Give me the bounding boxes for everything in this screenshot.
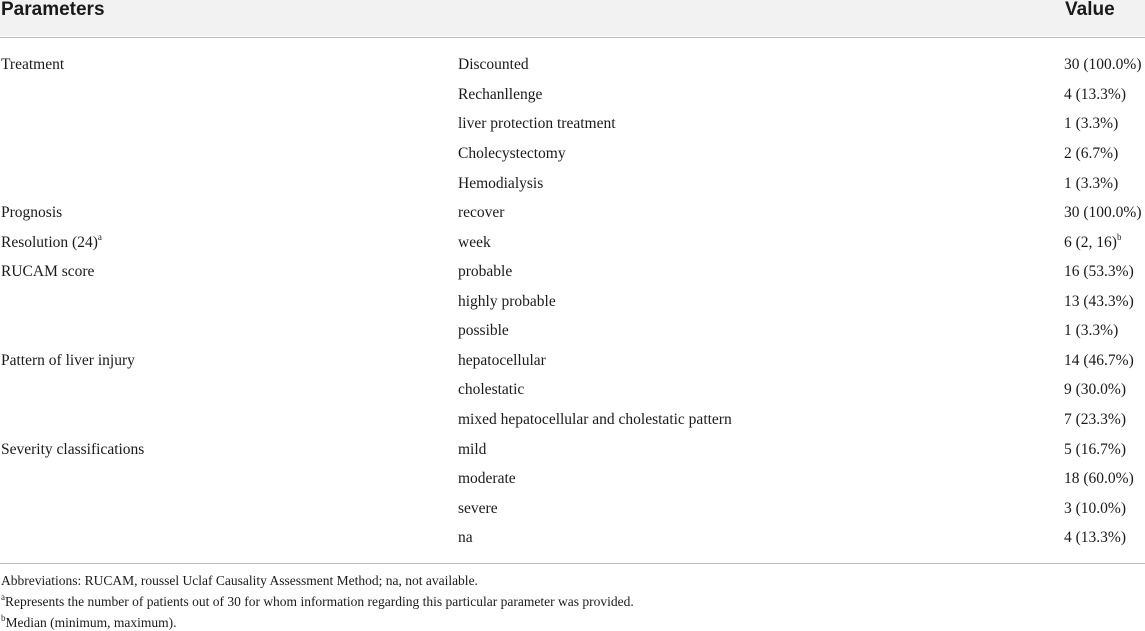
row-subparameter: Hemodialysis xyxy=(458,175,544,192)
row-subparameter: week xyxy=(458,234,491,251)
row-subparameter: cholestatic xyxy=(458,381,525,398)
footnote-a: $^a$Represents the number of patients out of 30 for whom information regarding this particular parameter was provided. xyxy=(1,591,634,609)
row-subparameter: possible xyxy=(458,322,509,339)
row-subparameter: probable xyxy=(458,263,513,280)
row-subparameter: highly probable xyxy=(458,293,556,310)
row-parameter: RUCAM score xyxy=(1,263,95,280)
row-value: 30 (100.0%) xyxy=(1064,204,1142,221)
row-subparameter: na xyxy=(458,529,473,546)
footnote-b: $^b$Median (minimum, maximum). xyxy=(1,612,177,630)
row-subparameter: mixed hepatocellular and cholestatic pattern xyxy=(458,411,732,428)
row-value: 4 (13.3%) xyxy=(1064,529,1126,546)
row-value: 16 (53.3%) xyxy=(1064,263,1134,280)
row-value: 9 (30.0%) xyxy=(1064,381,1126,398)
row-value: 18 (60.0%) xyxy=(1064,470,1134,487)
row-value: 7 (23.3%) xyxy=(1064,411,1126,428)
row-value: 14 (46.7%) xyxy=(1064,352,1134,369)
footnote-abbreviations: Abbreviations: RUCAM, roussel Uclaf Causality Assessment Method; na, not available. xyxy=(1,573,478,588)
row-parameter: Prognosis xyxy=(1,204,63,221)
row-parameter: Pattern of liver injury xyxy=(1,352,135,369)
row-parameter: Severity classifications xyxy=(1,441,145,458)
row-value: 30 (100.0%) xyxy=(1064,56,1142,73)
row-value: 1 (3.3%) xyxy=(1064,322,1119,339)
row-subparameter: Cholecystectomy xyxy=(458,145,566,162)
row-subparameter: mild xyxy=(458,441,487,458)
row-parameter: Treatment xyxy=(1,56,65,73)
row-parameter: Resolution $(24)^a$ xyxy=(1,231,102,251)
row-value: 13 (43.3%) xyxy=(1064,293,1134,310)
column-header-parameters: Parameters xyxy=(1,0,105,20)
column-header-value: Value xyxy=(1065,0,1115,20)
row-subparameter: hepatocellular xyxy=(458,352,546,369)
row-subparameter: liver protection treatment xyxy=(458,115,616,132)
row-value: 1 (3.3%) xyxy=(1064,115,1119,132)
row-subparameter: Discounted xyxy=(458,56,529,73)
row-subparameter: severe xyxy=(458,500,498,517)
row-value: 3 (10.0%) xyxy=(1064,500,1126,517)
table-header xyxy=(0,0,1145,36)
row-value: 4 (13.3%) xyxy=(1064,86,1126,103)
table-bottom-rule xyxy=(0,563,1145,564)
row-value: 1 (3.3%) xyxy=(1064,175,1119,192)
footnote-marker-b: b xyxy=(1116,231,1122,242)
row-value: 6 (2, 16)$^b$ xyxy=(1064,231,1122,251)
row-subparameter: recover xyxy=(458,204,505,221)
row-value: 5 (16.7%) xyxy=(1064,441,1126,458)
row-subparameter: Rechanllenge xyxy=(458,86,543,103)
footnote-marker-a: a xyxy=(97,231,102,242)
header-divider xyxy=(0,37,1145,38)
row-value: 2 (6.7%) xyxy=(1064,145,1119,162)
row-subparameter: moderate xyxy=(458,470,516,487)
